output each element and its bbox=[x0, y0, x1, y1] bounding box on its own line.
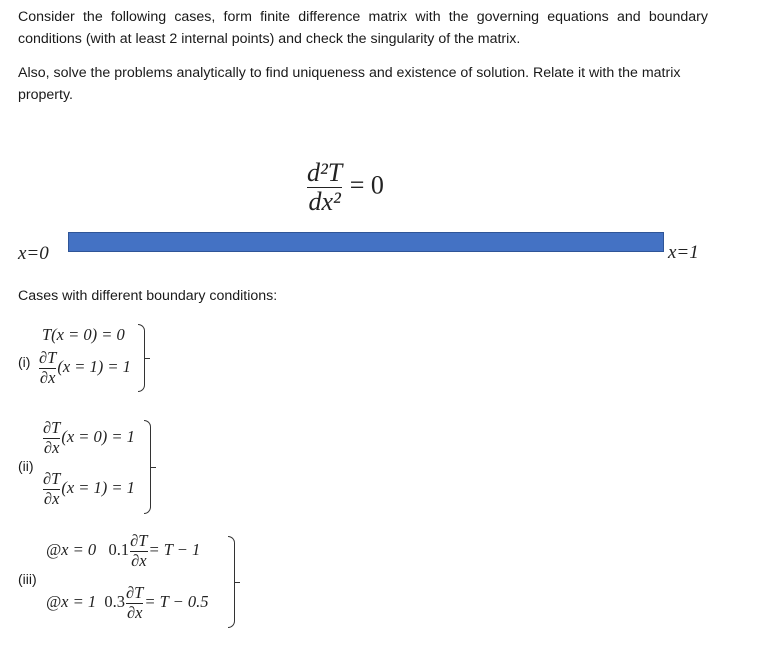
problem-statement-paragraph: Consider the following cases, form finite difference matrix with the governing equations and boundary conditions (with at least 2 internal points) and check the singularity of the matrix. bbox=[18, 9, 708, 47]
case-i-bc2 bbox=[38, 350, 131, 386]
case-ii-bc2 bbox=[42, 471, 135, 507]
case-i-brace bbox=[138, 324, 145, 392]
case-i-bc2-num: ∂T bbox=[39, 348, 57, 367]
domain-left-label: x=0 bbox=[18, 243, 49, 264]
domain-rod bbox=[68, 232, 664, 252]
case-iii-brace bbox=[228, 536, 235, 628]
case-iii-bc1-rest: = T − 1 bbox=[148, 539, 201, 559]
equation-numerator: d²T bbox=[307, 158, 343, 187]
case-i-bc2-den: ∂x bbox=[39, 367, 56, 387]
case-iii-bc1-at: @x = 0 bbox=[46, 539, 97, 559]
case-iii-bc1-coef: 0.1 bbox=[108, 539, 130, 559]
case-iii-bc2-num: ∂T bbox=[126, 583, 144, 602]
cases-title: Cases with different boundary conditions: bbox=[18, 288, 278, 304]
case-ii-bc1 bbox=[42, 420, 135, 456]
case-label-ii: (ii) bbox=[18, 458, 34, 474]
case-ii-bc1-num: ∂T bbox=[43, 418, 61, 437]
case-i-bc2-rest: (x = 1) = 1 bbox=[57, 356, 131, 376]
case-label-iii: (iii) bbox=[18, 571, 37, 587]
case-i-bc1: T(x = 0) = 0 bbox=[42, 325, 125, 344]
case-iii-bc2 bbox=[46, 585, 209, 621]
case-ii-bc1-rest: (x = 0) = 1 bbox=[61, 426, 135, 446]
case-iii-bc2-rest: = T − 0.5 bbox=[144, 591, 209, 611]
case-iii-bc2-den: ∂x bbox=[126, 602, 143, 622]
case-ii-brace bbox=[144, 420, 151, 514]
case-iii-bc1-num: ∂T bbox=[130, 531, 148, 550]
case-ii-bc2-num: ∂T bbox=[43, 469, 61, 488]
case-ii-bc2-rest: (x = 1) = 1 bbox=[61, 477, 135, 497]
instruction-paragraph: Also, solve the problems analytically to find uniqueness and existence of solution. Relate it with the matrix property. bbox=[18, 65, 681, 103]
case-iii-bc2-at: @x = 1 bbox=[46, 591, 97, 611]
equation-rhs: = 0 bbox=[349, 170, 384, 200]
equation-denominator: dx² bbox=[308, 187, 341, 216]
case-iii-bc2-coef: 0.3 bbox=[104, 591, 126, 611]
case-ii-bc2-den: ∂x bbox=[43, 488, 60, 508]
case-ii-bc1-den: ∂x bbox=[43, 437, 60, 457]
case-iii-bc1-den: ∂x bbox=[131, 550, 147, 570]
governing-equation bbox=[306, 160, 384, 215]
case-label-i: (i) bbox=[18, 354, 31, 370]
domain-right-label: x=1 bbox=[668, 242, 699, 263]
case-iii-bc1 bbox=[46, 533, 200, 569]
